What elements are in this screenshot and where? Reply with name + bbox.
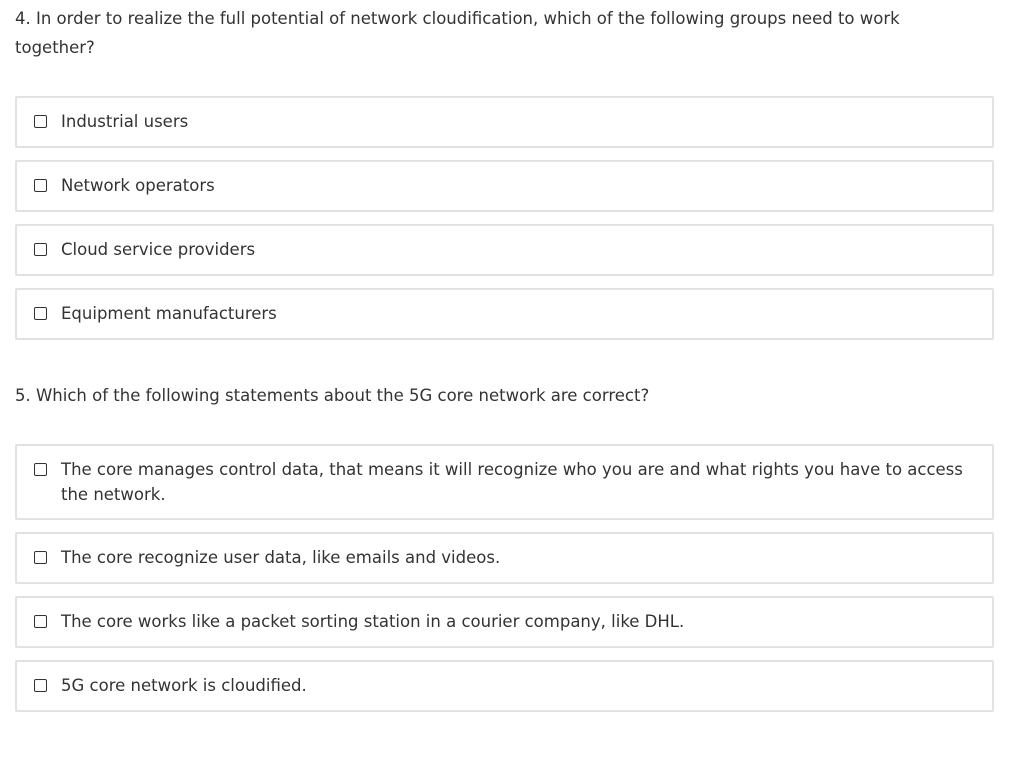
checkbox[interactable] (34, 243, 47, 256)
option-core-recognize-user-data[interactable] (15, 532, 994, 584)
checkbox[interactable] (34, 615, 47, 628)
checkbox[interactable] (34, 115, 47, 128)
option-label: Cloud service providers (61, 240, 256, 259)
option-label: Equipment manufacturers (61, 304, 277, 323)
option-5g-core-cloudified[interactable] (15, 660, 994, 712)
option-industrial-users[interactable] (15, 96, 994, 148)
question-5-options (15, 444, 994, 724)
checkbox[interactable] (34, 463, 47, 476)
option-label: The core recognize user data, like emails and videos. (61, 548, 501, 567)
option-core-manages-control-data[interactable] (15, 444, 994, 520)
option-cloud-service-providers[interactable] (15, 224, 994, 276)
checkbox[interactable] (34, 679, 47, 692)
checkbox[interactable] (34, 551, 47, 564)
option-label: 5G core network is cloudified. (61, 676, 307, 695)
option-label: Network operators (61, 176, 215, 195)
option-core-packet-sorting-station[interactable] (15, 596, 994, 648)
option-label: The core works like a packet sorting station in a courier company, like DHL. (61, 612, 685, 631)
question-4-options (15, 96, 994, 352)
question-4-text: 4. In order to realize the full potential of network cloudification, which of the following groups need to work together? (15, 9, 900, 57)
option-network-operators[interactable] (15, 160, 994, 212)
option-label: Industrial users (61, 112, 189, 131)
checkbox[interactable] (34, 307, 47, 320)
option-equipment-manufacturers[interactable] (15, 288, 994, 340)
question-5-text: 5. Which of the following statements about the 5G core network are correct? (15, 386, 650, 405)
checkbox[interactable] (34, 179, 47, 192)
option-label: The core manages control data, that means it will recognize who you are and what rights you have to access the network. (61, 460, 963, 504)
